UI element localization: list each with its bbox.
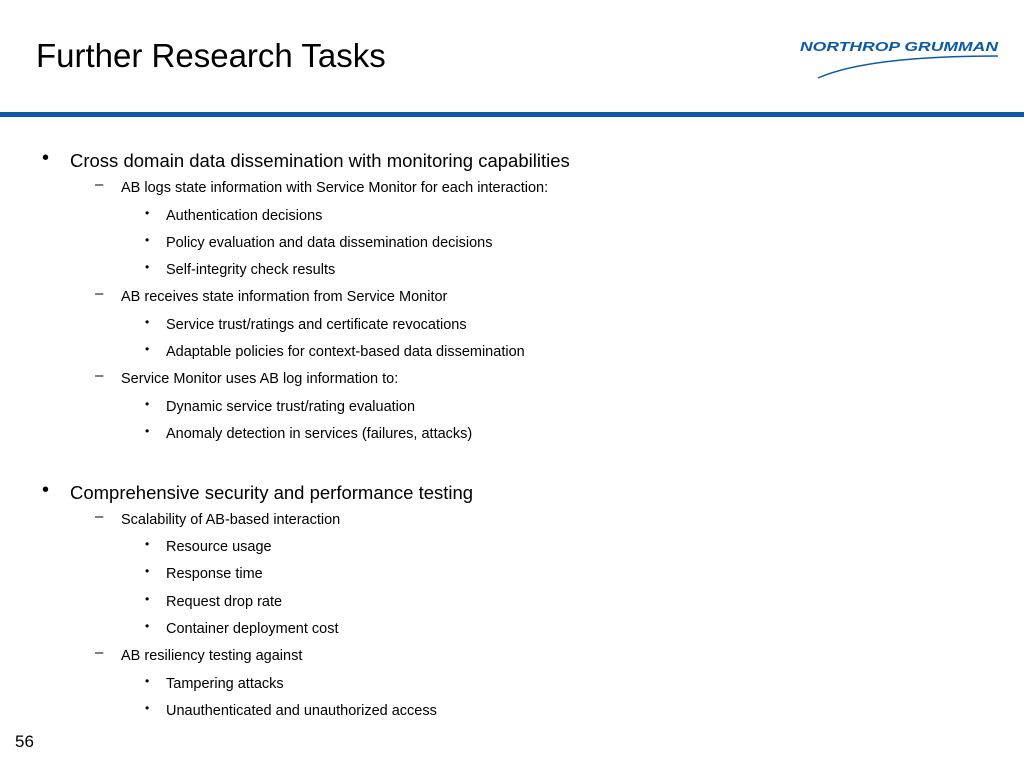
bullet-marker: • bbox=[145, 564, 150, 579]
bullet-marker: • bbox=[145, 205, 150, 220]
bullet-text: Scalability of AB-based interaction bbox=[121, 511, 341, 528]
detail-bullet bbox=[0, 312, 1024, 339]
section-bullet bbox=[0, 479, 1024, 507]
bullet-marker: • bbox=[145, 618, 150, 633]
northrop-grumman-logo bbox=[798, 38, 1000, 80]
bullet-text: AB resiliency testing against bbox=[121, 648, 303, 665]
detail-bullet bbox=[0, 561, 1024, 588]
bullet-marker: • bbox=[145, 591, 150, 606]
detail-bullet bbox=[0, 421, 1024, 448]
bullet-text: Anomaly detection in services (failures, attacks) bbox=[166, 426, 473, 443]
bullet-marker: • bbox=[145, 260, 150, 275]
section-bullet bbox=[0, 147, 1024, 175]
bullet-text: Comprehensive security and performance testing bbox=[70, 481, 474, 503]
bullet-text: Container deployment cost bbox=[166, 620, 339, 637]
bullet-marker: • bbox=[145, 396, 150, 411]
bullet-marker: • bbox=[145, 673, 150, 688]
bullet-marker: • bbox=[145, 701, 150, 716]
bullet-text: Adaptable policies for context-based data dissemination bbox=[166, 344, 525, 361]
logo-text: NORTHROP GRUMMAN bbox=[800, 39, 999, 54]
bullet-text: Request drop rate bbox=[166, 593, 283, 610]
detail-bullet bbox=[0, 671, 1024, 698]
bullet-text: Cross domain data dissemination with monitoring capabilities bbox=[70, 150, 570, 171]
bullet-marker: • bbox=[42, 147, 50, 169]
bullet-text: Authentication decisions bbox=[166, 207, 323, 224]
bullet-marker: • bbox=[145, 314, 150, 329]
slide-title: Further Research Tasks bbox=[36, 37, 386, 74]
detail-bullet bbox=[0, 589, 1024, 616]
detail-bullet bbox=[0, 698, 1024, 725]
detail-bullet bbox=[0, 616, 1024, 643]
bullet-text: Dynamic service trust/rating evaluation bbox=[166, 398, 416, 415]
bullet-list bbox=[0, 147, 1024, 725]
bullet-marker: • bbox=[145, 537, 150, 552]
bullet-marker: – bbox=[95, 176, 104, 193]
sub-bullet bbox=[0, 643, 1024, 671]
bullet-marker: • bbox=[145, 342, 150, 357]
sub-bullet bbox=[0, 507, 1024, 535]
bullet-marker: – bbox=[95, 367, 104, 385]
detail-bullet bbox=[0, 339, 1024, 366]
bullet-text: Service Monitor uses AB log information to: bbox=[121, 371, 399, 388]
bullet-marker: • bbox=[145, 232, 150, 247]
page-number: 56 bbox=[15, 732, 34, 751]
detail-bullet bbox=[0, 257, 1024, 284]
sub-bullet bbox=[0, 366, 1024, 394]
bullet-marker: – bbox=[95, 507, 104, 525]
bullet-marker: • bbox=[145, 424, 150, 439]
bullet-text: AB receives state information from Service Monitor bbox=[121, 289, 448, 306]
bullet-text: Resource usage bbox=[166, 539, 272, 556]
detail-bullet bbox=[0, 230, 1024, 257]
bullet-text: Service trust/ratings and certificate revocations bbox=[166, 316, 467, 333]
sub-bullet bbox=[0, 175, 1024, 203]
bullet-marker: • bbox=[42, 478, 50, 501]
detail-bullet bbox=[0, 203, 1024, 230]
bullet-text: Unauthenticated and unauthorized access bbox=[166, 703, 437, 720]
header-rule bbox=[0, 112, 1024, 117]
bullet-text: Self-integrity check results bbox=[166, 262, 336, 279]
sub-bullet bbox=[0, 284, 1024, 312]
bullet-text: Tampering attacks bbox=[166, 675, 284, 692]
detail-bullet bbox=[0, 534, 1024, 561]
bullet-marker: – bbox=[95, 285, 104, 303]
detail-bullet bbox=[0, 394, 1024, 421]
bullet-marker: – bbox=[95, 644, 104, 662]
bullet-text: Response time bbox=[166, 566, 263, 583]
bullet-text: Policy evaluation and data dissemination decisions bbox=[166, 234, 493, 251]
bullet-text: AB logs state information with Service Monitor for each interaction: bbox=[121, 180, 549, 196]
